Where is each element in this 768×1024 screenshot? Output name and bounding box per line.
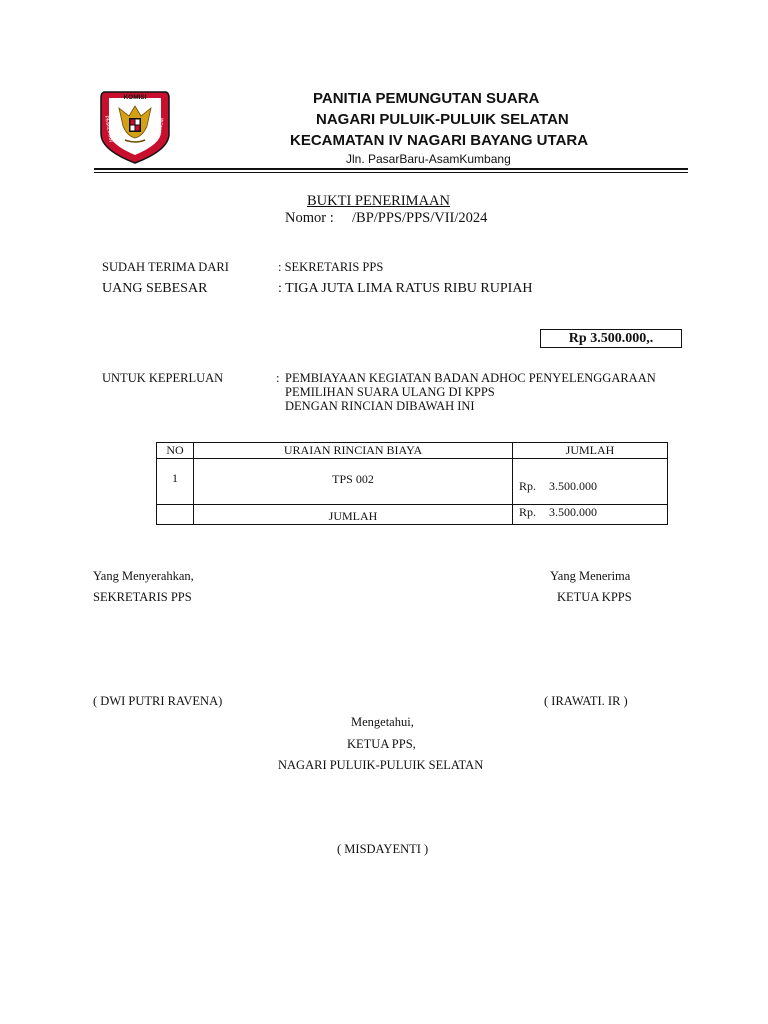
logo-text-top: KOMISI: [123, 94, 147, 101]
sig-center-line3: NAGARI PULUIK-PULUIK SELATAN: [278, 758, 484, 772]
header-line3: KECAMATAN IV NAGARI BAYANG UTARA: [290, 132, 589, 149]
kpu-logo: [97, 86, 173, 166]
amount-words: : TIGA JUTA LIMA RATUS RIBU RUPIAH: [278, 281, 533, 296]
table-row: [157, 459, 668, 505]
row-amount-cell: [513, 459, 668, 505]
sig-left-line1: Yang Menyerahkan,: [93, 569, 194, 583]
nomor-value: /BP/PPS/PPS/VII/2024: [352, 210, 488, 226]
sig-right-line1: Yang Menerima: [550, 569, 631, 583]
purpose-colon: :: [276, 371, 280, 385]
nomor-label: Nomor :: [285, 210, 334, 226]
table-header-jumlah: JUMLAH: [513, 443, 668, 459]
sig-center-line2: KETUA PPS,: [347, 737, 416, 751]
received-from-label: SUDAH TERIMA DARI: [102, 260, 229, 274]
purpose-line3: DENGAN RINCIAN DIBAWAH INI: [285, 399, 475, 413]
table-header-uraian: URAIAN RINCIAN BIAYA: [194, 443, 513, 459]
row-uraian: TPS 002: [194, 459, 513, 505]
total-label: JUMLAH: [194, 505, 513, 525]
total-amount-cell: [513, 505, 668, 525]
table-total-row: [157, 505, 668, 525]
row-no: 1: [157, 459, 194, 505]
purpose-line1: PEMBIAYAAN KEGIATAN BADAN ADHOC PENYELENGGARAAN: [285, 371, 656, 385]
logo-text-right: UMUM: [156, 117, 166, 135]
received-from-value: : SEKRETARIS PPS: [278, 260, 384, 274]
table-header-no: NO: [157, 443, 194, 459]
row-rp: Rp.: [519, 479, 537, 493]
header-address: Jln. PasarBaru-AsamKumbang: [346, 152, 511, 166]
sig-center-name: ( MISDAYENTI ): [337, 842, 429, 856]
sig-center-line1: Mengetahui,: [351, 715, 414, 729]
amount-label: UANG SEBESAR: [102, 281, 208, 296]
header-rule-thin: [94, 172, 688, 173]
document-title: BUKTI PENERIMAAN: [307, 193, 450, 209]
total-jumlah: 3.500.000: [549, 505, 597, 519]
sig-right-line2: KETUA KPPS: [557, 590, 632, 604]
table-header-row: [157, 443, 668, 459]
header-rule-thick: [94, 168, 688, 170]
amount-box: Rp 3.500.000,.: [540, 329, 682, 348]
sig-left-line2: SEKRETARIS PPS: [93, 590, 192, 604]
header-line1: PANITIA PEMUNGUTAN SUARA: [313, 90, 540, 107]
row-jumlah: 3.500.000: [549, 479, 597, 493]
header-line2: NAGARI PULUIK-PULUIK SELATAN: [316, 111, 569, 128]
logo-text-left: PEMILIHAN: [103, 115, 114, 143]
sig-right-name: ( IRAWATI. IR ): [544, 694, 628, 708]
total-rp: Rp.: [519, 505, 537, 519]
sig-left-name: ( DWI PUTRI RAVENA): [93, 694, 223, 708]
purpose-label: UNTUK KEPERLUAN: [102, 371, 224, 385]
cost-table: [156, 442, 668, 525]
purpose-line2: PEMILIHAN SUARA ULANG DI KPPS: [285, 385, 495, 399]
total-no-empty: [157, 505, 194, 525]
